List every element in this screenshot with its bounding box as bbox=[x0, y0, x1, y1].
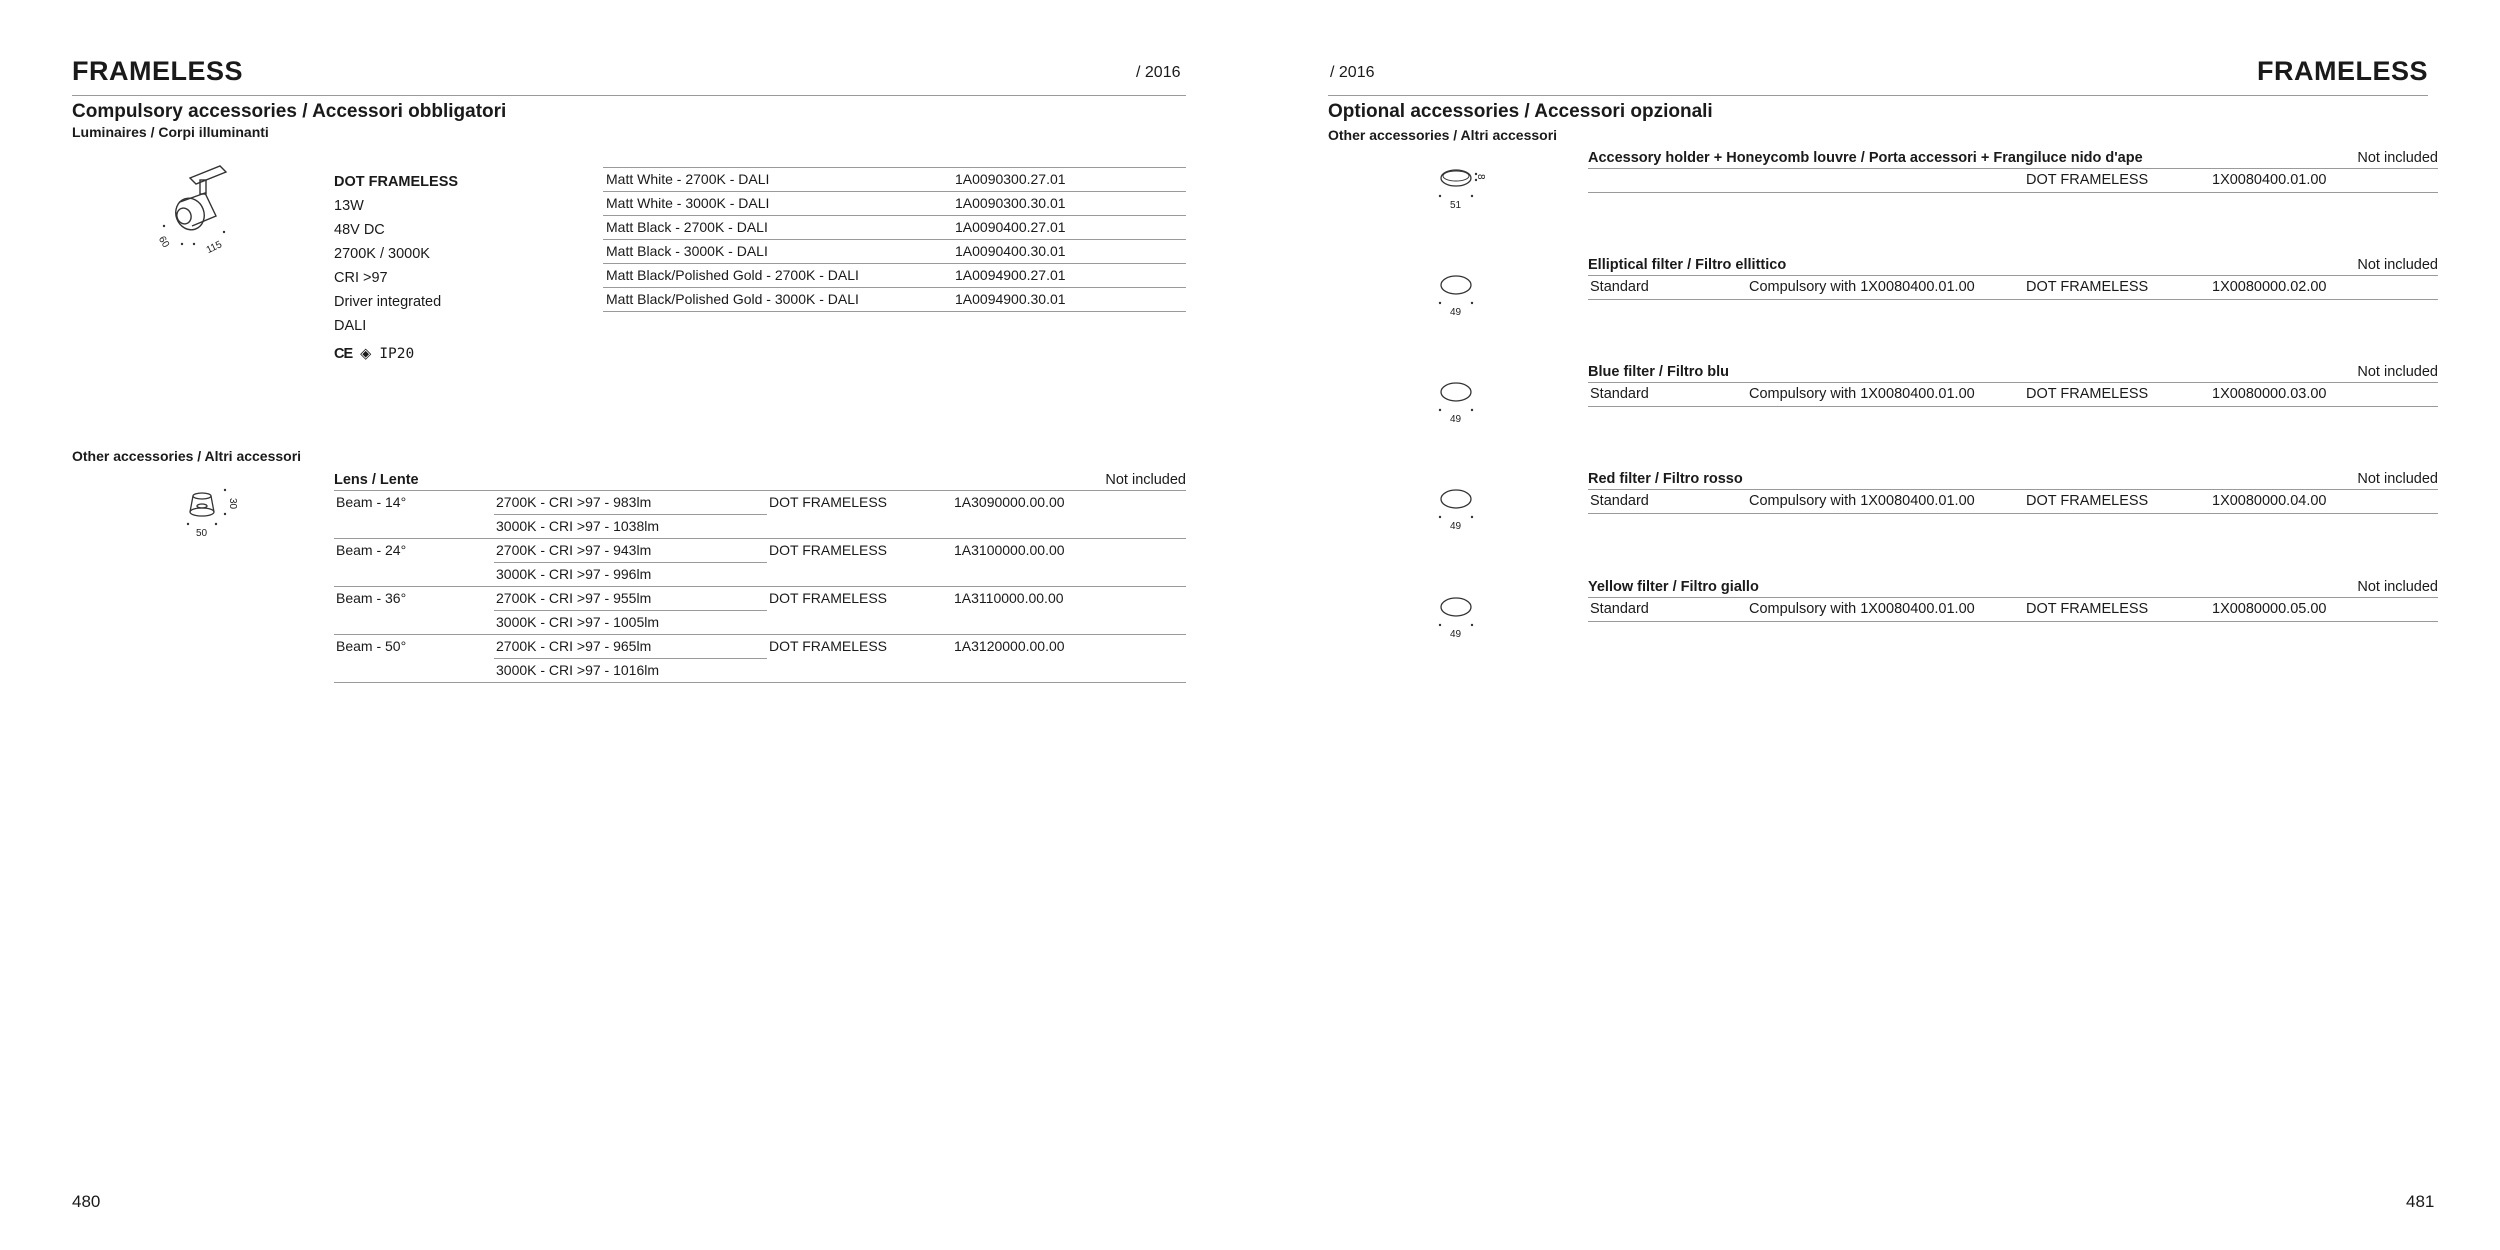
spec-control: DALI bbox=[334, 318, 367, 334]
lens-section bbox=[334, 470, 1186, 683]
accessory-title: Accessory holder + Honeycomb louvre / Porta accessori + Frangiluce nido d'ape bbox=[1588, 150, 2143, 166]
luminaire-row bbox=[603, 168, 1186, 192]
filter-dim-label: 49 bbox=[1450, 414, 1462, 425]
luminaire-code: 1A0090300.27.01 bbox=[955, 171, 1066, 187]
spec-list bbox=[334, 170, 504, 366]
accessory-note: Not included bbox=[2357, 257, 2438, 273]
brand-title: FRAMELESS bbox=[72, 56, 244, 86]
lens-option: 3000K - CRI >97 - 1016lm bbox=[494, 659, 767, 683]
lens-code: 1A3100000.00.00 bbox=[952, 539, 1186, 587]
filter-disc-icon bbox=[1430, 376, 1490, 426]
accessory-block bbox=[1588, 362, 2438, 407]
accessory-table bbox=[1588, 382, 2438, 407]
accessory-product: DOT FRAMELESS bbox=[2024, 598, 2210, 622]
accessory-code: 1X0080000.05.00 bbox=[2210, 598, 2438, 622]
accessory-type bbox=[1588, 169, 1747, 193]
accessory-block bbox=[1588, 577, 2438, 622]
filter-disc-icon bbox=[1430, 269, 1490, 319]
luminaire-description: Matt White - 2700K - DALI bbox=[606, 171, 770, 187]
accessory-code: 1X0080000.03.00 bbox=[2210, 383, 2438, 407]
accessory-type: Standard bbox=[1588, 276, 1747, 300]
section-title: Optional accessories / Accessori opzionali bbox=[1328, 101, 1713, 122]
lens-code: 1A3110000.00.00 bbox=[952, 587, 1186, 635]
spec-product-name: DOT FRAMELESS bbox=[334, 174, 459, 190]
luminaire-row bbox=[603, 240, 1186, 264]
lens-product: DOT FRAMELESS bbox=[767, 635, 952, 683]
page-number-right: 481 bbox=[2406, 1192, 2435, 1211]
filter-dim-label: 8 bbox=[1475, 174, 1486, 180]
spec-driver: Driver integrated bbox=[334, 294, 442, 310]
filter-dim-label: 49 bbox=[1450, 307, 1462, 318]
ce-mark-icon: CE bbox=[334, 346, 353, 362]
lens-product: DOT FRAMELESS bbox=[767, 491, 952, 539]
lens-beam: Beam - 50° bbox=[334, 635, 494, 683]
accessory-note: Not included bbox=[2357, 364, 2438, 380]
accessory-requirement bbox=[1747, 169, 2024, 193]
accessory-block bbox=[1588, 148, 2438, 193]
accessory-type: Standard bbox=[1588, 383, 1747, 407]
accessory-table bbox=[1588, 168, 2438, 193]
accessory-title: Yellow filter / Filtro giallo bbox=[1588, 579, 1759, 595]
lens-code: 1A3090000.00.00 bbox=[952, 491, 1186, 539]
luminaire-description: Matt White - 3000K - DALI bbox=[606, 195, 770, 211]
filter-dim-label: 49 bbox=[1450, 629, 1462, 640]
other-accessories-title: Other accessories / Altri accessori bbox=[72, 448, 302, 464]
accessory-code: 1X0080400.01.00 bbox=[2210, 169, 2438, 193]
lens-option: 2700K - CRI >97 - 965lm bbox=[494, 635, 767, 659]
lens-option: 3000K - CRI >97 - 1005lm bbox=[494, 611, 767, 635]
lens-row bbox=[334, 491, 1186, 515]
filter-dim-label: 49 bbox=[1450, 521, 1462, 532]
brand-title: FRAMELESS bbox=[2256, 56, 2428, 86]
spotlight-drawing-icon bbox=[150, 158, 240, 258]
section-subtitle: Luminaires / Corpi illuminanti bbox=[72, 124, 269, 140]
accessory-row bbox=[1588, 276, 2438, 300]
luminaire-row bbox=[603, 288, 1186, 312]
lens-beam: Beam - 36° bbox=[334, 587, 494, 635]
spec-cri: CRI >97 bbox=[334, 270, 388, 286]
accessory-table bbox=[1588, 489, 2438, 514]
accessory-product: DOT FRAMELESS bbox=[2024, 169, 2210, 193]
accessory-row bbox=[1588, 490, 2438, 514]
section-title: Compulsory accessories / Accessori obbligatori bbox=[72, 101, 507, 122]
luminaire-description: Matt Black - 2700K - DALI bbox=[606, 219, 768, 235]
accessory-requirement: Compulsory with 1X0080400.01.00 bbox=[1747, 383, 2024, 407]
accessory-row bbox=[1588, 169, 2438, 193]
luminaire-description: Matt Black/Polished Gold - 2700K - DALI bbox=[606, 267, 859, 283]
accessory-requirement: Compulsory with 1X0080400.01.00 bbox=[1747, 276, 2024, 300]
accessory-note: Not included bbox=[2357, 150, 2438, 166]
lens-row bbox=[334, 587, 1186, 611]
accessory-title: Elliptical filter / Filtro ellittico bbox=[1588, 257, 1787, 273]
accessory-product: DOT FRAMELESS bbox=[2024, 276, 2210, 300]
lens-row bbox=[334, 635, 1186, 659]
accessory-type: Standard bbox=[1588, 490, 1747, 514]
luminaire-row bbox=[603, 216, 1186, 240]
lens-option: 2700K - CRI >97 - 943lm bbox=[494, 539, 767, 563]
filter-disc-icon bbox=[1430, 483, 1490, 533]
accessory-title: Red filter / Filtro rosso bbox=[1588, 471, 1743, 487]
filter-disc-icon bbox=[1430, 162, 1490, 212]
header-divider bbox=[72, 95, 1186, 96]
year-label: / 2016 bbox=[1330, 64, 1375, 81]
luminaire-description: Matt Black/Polished Gold - 3000K - DALI bbox=[606, 291, 859, 307]
accessory-requirement: Compulsory with 1X0080400.01.00 bbox=[1747, 490, 2024, 514]
accessory-type: Standard bbox=[1588, 598, 1747, 622]
lens-drawing-icon bbox=[180, 484, 250, 540]
luminaire-table bbox=[603, 167, 1186, 312]
accessory-product: DOT FRAMELESS bbox=[2024, 490, 2210, 514]
lens-product: DOT FRAMELESS bbox=[767, 539, 952, 587]
accessory-title: Blue filter / Filtro blu bbox=[1588, 364, 1729, 380]
header-divider bbox=[1328, 95, 2428, 96]
dim-length-label: 115 bbox=[204, 239, 224, 257]
year-label: / 2016 bbox=[1136, 64, 1181, 81]
accessory-block bbox=[1588, 255, 2438, 300]
page-number: 480 bbox=[72, 1192, 101, 1211]
lens-beam: Beam - 24° bbox=[334, 539, 494, 587]
luminaire-row bbox=[603, 192, 1186, 216]
lens-title: Lens / Lente bbox=[334, 472, 419, 488]
lens-dim-width: 50 bbox=[196, 528, 208, 539]
dim-height-label: 60 bbox=[155, 234, 172, 250]
spec-cct: 2700K / 3000K bbox=[334, 246, 430, 262]
accessory-table bbox=[1588, 275, 2438, 300]
spec-voltage: 48V DC bbox=[334, 222, 385, 238]
class-symbol-icon: ◈ bbox=[360, 346, 372, 362]
accessory-note: Not included bbox=[2357, 579, 2438, 595]
lens-code: 1A3120000.00.00 bbox=[952, 635, 1186, 683]
section-subtitle: Other accessories / Altri accessori bbox=[1328, 127, 1558, 143]
filter-dim-label: 51 bbox=[1450, 200, 1462, 211]
luminaire-code: 1A0090300.30.01 bbox=[955, 195, 1066, 211]
luminaire-code: 1A0094900.30.01 bbox=[955, 291, 1066, 307]
lens-dim-height: 30 bbox=[227, 498, 238, 510]
spec-power: 13W bbox=[334, 198, 364, 214]
certification-marks bbox=[334, 342, 504, 366]
accessory-row bbox=[1588, 383, 2438, 407]
luminaire-code: 1A0094900.27.01 bbox=[955, 267, 1066, 283]
lens-row bbox=[334, 539, 1186, 563]
accessory-code: 1X0080000.04.00 bbox=[2210, 490, 2438, 514]
accessory-block bbox=[1588, 469, 2438, 514]
accessory-note: Not included bbox=[2357, 471, 2438, 487]
luminaire-description: Matt Black - 3000K - DALI bbox=[606, 243, 768, 259]
accessory-product: DOT FRAMELESS bbox=[2024, 383, 2210, 407]
luminaire-code: 1A0090400.27.01 bbox=[955, 219, 1066, 235]
lens-option: 3000K - CRI >97 - 996lm bbox=[494, 563, 767, 587]
accessory-table bbox=[1588, 597, 2438, 622]
luminaire-row bbox=[603, 264, 1186, 288]
lens-option: 2700K - CRI >97 - 955lm bbox=[494, 587, 767, 611]
accessory-row bbox=[1588, 598, 2438, 622]
lens-product: DOT FRAMELESS bbox=[767, 587, 952, 635]
lens-option: 2700K - CRI >97 - 983lm bbox=[494, 491, 767, 515]
accessory-code: 1X0080000.02.00 bbox=[2210, 276, 2438, 300]
lens-option: 3000K - CRI >97 - 1038lm bbox=[494, 515, 767, 539]
lens-note: Not included bbox=[1105, 472, 1186, 488]
luminaire-code: 1A0090400.30.01 bbox=[955, 243, 1066, 259]
lens-table bbox=[334, 490, 1186, 683]
ip-rating: IP20 bbox=[379, 346, 415, 362]
filter-disc-icon bbox=[1430, 591, 1490, 641]
lens-beam: Beam - 14° bbox=[334, 491, 494, 539]
accessory-requirement: Compulsory with 1X0080400.01.00 bbox=[1747, 598, 2024, 622]
